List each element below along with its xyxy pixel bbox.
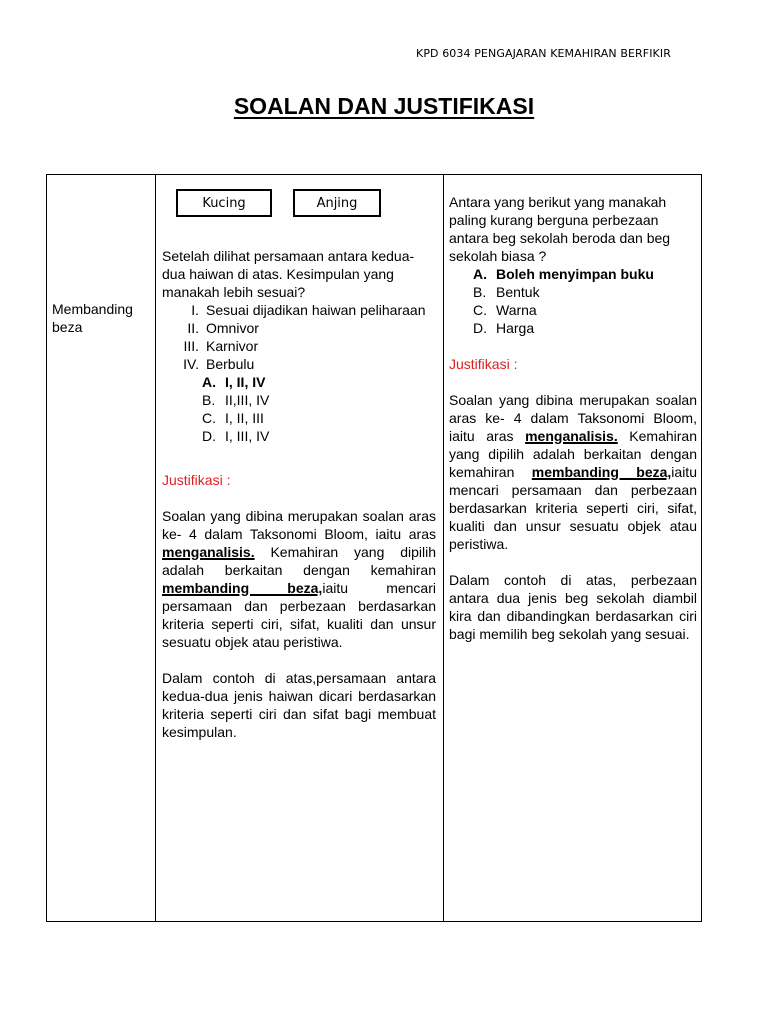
justification-label: Justifikasi :: [449, 356, 518, 372]
answer-options: [162, 373, 436, 445]
animal-box-anjing: Anjing: [293, 189, 381, 217]
justification-paragraph-1: Soalan yang dibina merupakan soalan aras ke- 4 dalam Taksonomi Bloom, iaitu aras menganalisis. Kemahiran yang dipilih adalah berkaitan dengan kemahiran membanding beza,iaitu mencari persamaan dan perbezaan berdasarkan kriteria seperti ciri, sifat, kualiti dan unsur sesuatu objek atau peristiwa.: [449, 392, 697, 552]
statement-item: II. Omnivor: [187, 320, 259, 336]
answer-option: B. II,III, IV: [202, 392, 270, 408]
criterion-label: Membanding beza: [52, 301, 133, 335]
question-1-stem: Setelah dilihat persamaan antara kedua-dua haiwan di atas. Kesimpulan yang manakah lebih sesuai?: [162, 248, 415, 300]
statement-item: I. Sesuai dijadikan haiwan peliharaan: [191, 302, 426, 318]
answer-option-correct: A. Boleh menyimpan buku: [473, 266, 654, 282]
question-1-body: [162, 247, 436, 741]
justification-paragraph-2: Dalam contoh di atas,persamaan antara kedua-dua jenis haiwan dicari berdasarkan kriteria seperti ciri dan sifat bagi membuat kesimpulan.: [162, 670, 436, 740]
justification-paragraph-1: Soalan yang dibina merupakan soalan aras ke- 4 dalam Taksonomi Bloom, iaitu aras menganalisis. Kemahiran yang dipilih adalah berkaitan dengan kemahiran membanding beza,iaitu mencari persamaan dan perbezaan berdasarkan kriteria seperti ciri, sifat, kualiti dan unsur sesuatu objek atau peristiwa.: [162, 508, 436, 650]
statement-list: [162, 301, 436, 373]
animal-box-kucing: Kucing: [176, 189, 272, 217]
keyword-menganalisis: menganalisis.: [525, 428, 618, 444]
page-title: SOALAN DAN JUSTIFIKASI: [233, 93, 535, 119]
keyword-membanding-beza: membanding beza,: [531, 464, 672, 480]
justification-label: Justifikasi :: [162, 472, 231, 488]
question-2-column: [444, 175, 701, 921]
statement-item: IV. Berbulu: [183, 356, 255, 372]
course-code-header: KPD 6034 PENGAJARAN KEMAHIRAN BERFIKIR: [416, 47, 671, 60]
justification-paragraph-2: Dalam contoh di atas, perbezaan antara dua jenis beg sekolah diambil kira dan dibandingkan berdasarkan ciri bagi memilih beg sekolah yang sesuai.: [449, 572, 697, 642]
answer-option: D. Harga: [473, 320, 535, 336]
answer-option: D. I, III, IV: [202, 428, 270, 444]
keyword-membanding-beza: membanding beza,: [162, 580, 323, 596]
answer-option: B. Bentuk: [473, 284, 540, 300]
answer-options: [449, 265, 699, 337]
question-2-stem: Antara yang berikut yang manakah paling kurang berguna perbezaan antara beg sekolah beroda dan beg sekolah biasa ?: [449, 194, 671, 264]
criterion-column: [47, 175, 156, 921]
question-table: [46, 174, 702, 922]
answer-option: C. I, II, III: [202, 410, 264, 426]
statement-item: III. Karnivor: [183, 338, 259, 354]
answer-option: C. Warna: [473, 302, 537, 318]
answer-option-correct: A. I, II, IV: [202, 374, 266, 390]
keyword-menganalisis: menganalisis.: [162, 544, 255, 560]
question-2-body: [449, 193, 699, 643]
question-1-column: [156, 175, 444, 921]
